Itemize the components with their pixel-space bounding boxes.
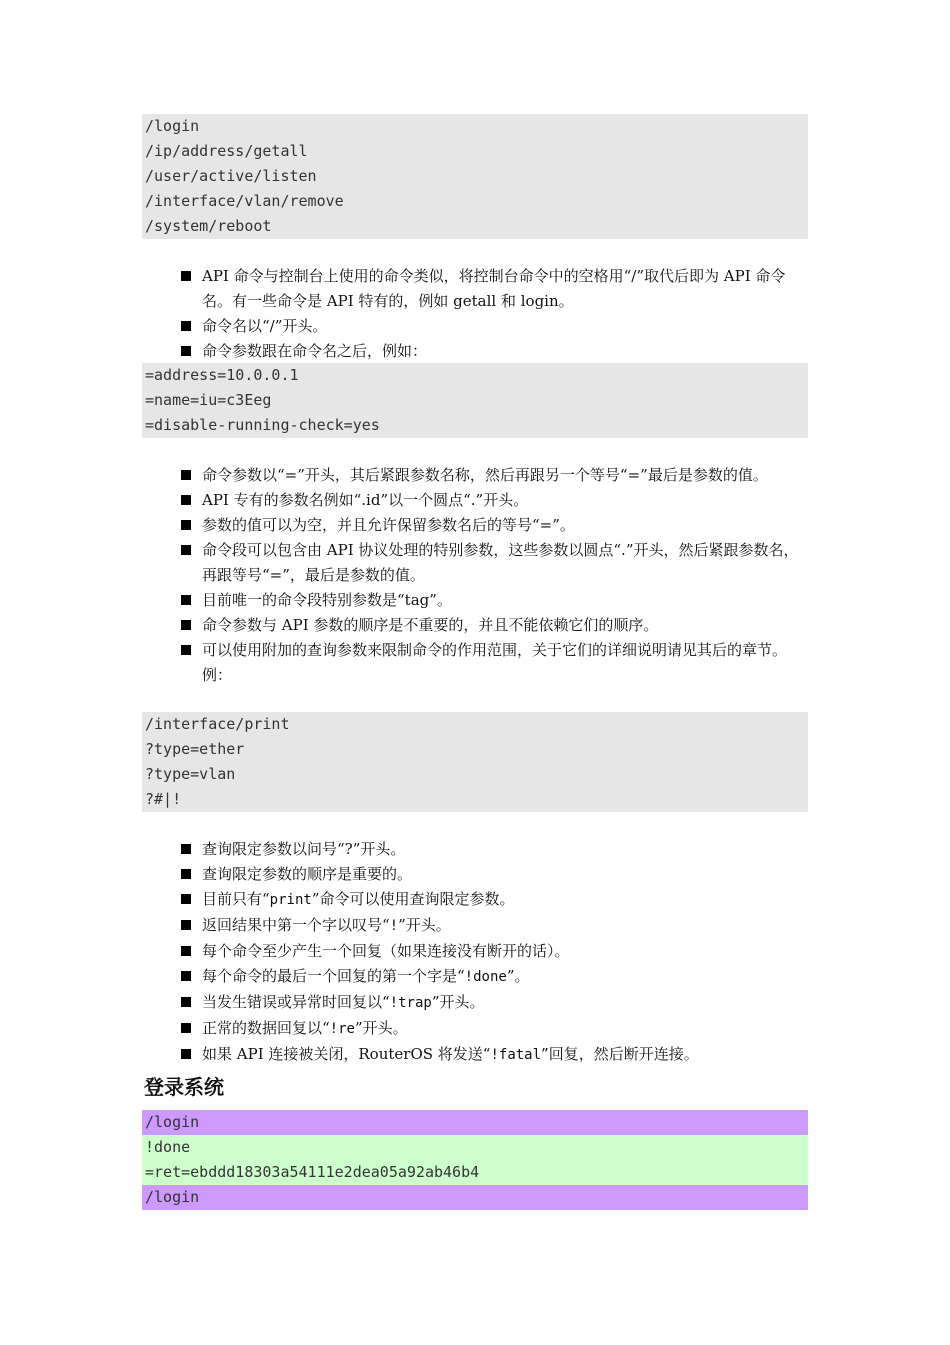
list-item-text-after: ”开头。 bbox=[398, 916, 451, 934]
code-line: /system/reboot bbox=[145, 217, 272, 235]
list-item-text-before: 返回结果中第一个字以叹号“ bbox=[202, 916, 390, 934]
code-line: =address=10.0.0.1 bbox=[145, 366, 299, 384]
list-item bbox=[180, 638, 808, 688]
inline-code: !re bbox=[329, 1021, 355, 1037]
list-item bbox=[180, 339, 808, 364]
response-line: =ret=ebddd18303a54111e2dea05a92ab46b4 bbox=[142, 1160, 808, 1185]
list-item-text-after: ”。 bbox=[506, 967, 530, 985]
square-bullet-icon bbox=[181, 271, 191, 281]
list-item-text: 每个命令至少产生一个回复（如果连接没有断开的话）。 bbox=[202, 942, 570, 960]
square-bullet-icon bbox=[181, 545, 191, 555]
list-item bbox=[180, 314, 808, 339]
section-heading-login: 登录系统 bbox=[144, 1075, 224, 1099]
list-item bbox=[180, 1042, 808, 1068]
square-bullet-icon bbox=[181, 470, 191, 480]
code-line: ?type=ether bbox=[145, 740, 245, 758]
code-line: ?#|! bbox=[145, 790, 182, 808]
code-line: =name=iu=c3Eeg bbox=[145, 391, 272, 409]
list-item bbox=[180, 913, 808, 939]
bullet-list-parameters bbox=[180, 463, 808, 688]
list-item-text: 命令段可以包含由 API 协议处理的特别参数，这些参数以圆点“.”开头，然后紧跟参数名，再跟等号“=”，最后是参数的值。 bbox=[202, 541, 799, 584]
code-block-commands bbox=[142, 114, 808, 239]
list-item bbox=[180, 990, 808, 1016]
list-item bbox=[180, 513, 808, 538]
square-bullet-icon bbox=[181, 971, 191, 981]
list-item-text-after: ”开头。 bbox=[431, 993, 485, 1011]
list-item-text-before: 每个命令的最后一个回复的第一个字是“ bbox=[202, 967, 465, 985]
code-block-parameters bbox=[142, 363, 808, 438]
code-line: /interface/vlan/remove bbox=[145, 192, 344, 210]
list-item bbox=[180, 538, 808, 588]
code-line: /interface/print bbox=[145, 715, 290, 733]
list-item bbox=[180, 1016, 808, 1042]
list-item-text-after: ”命令可以使用查询限定参数。 bbox=[311, 890, 515, 908]
list-item-text: 可以使用附加的查询参数来限制命令的作用范围，关于它们的详细说明请见其后的章节。例： bbox=[202, 641, 788, 684]
code-line: /user/active/listen bbox=[145, 167, 317, 185]
square-bullet-icon bbox=[181, 844, 191, 854]
square-bullet-icon bbox=[181, 894, 191, 904]
list-item-text: 命令参数以“=”开头，其后紧跟参数名称，然后再跟另一个等号“=”最后是参数的值。 bbox=[202, 466, 768, 484]
square-bullet-icon bbox=[181, 645, 191, 655]
square-bullet-icon bbox=[181, 920, 191, 930]
square-bullet-icon bbox=[181, 1049, 191, 1059]
list-item-text: 命令参数跟在命令名之后，例如： bbox=[202, 342, 428, 360]
list-item bbox=[180, 862, 808, 887]
code-line: /login bbox=[145, 117, 200, 135]
bullet-list-commands bbox=[180, 264, 808, 364]
inline-code: !trap bbox=[389, 995, 432, 1011]
list-item bbox=[180, 264, 808, 314]
square-bullet-icon bbox=[181, 321, 191, 331]
list-item-text: 命令参数与 API 参数的顺序是不重要的，并且不能依赖它们的顺序。 bbox=[202, 616, 659, 634]
list-item-text: 参数的值可以为空，并且允许保留参数名后的等号“=”。 bbox=[202, 516, 575, 534]
inline-code: !done bbox=[464, 969, 507, 985]
square-bullet-icon bbox=[181, 946, 191, 956]
list-item bbox=[180, 463, 808, 488]
list-item-text-after: ”回复，然后断开连接。 bbox=[541, 1045, 699, 1063]
list-item-text-before: 目前只有“ bbox=[202, 890, 270, 908]
code-block-login-exchange bbox=[142, 1110, 808, 1210]
list-item bbox=[180, 613, 808, 638]
list-item-text: 查询限定参数的顺序是重要的。 bbox=[202, 865, 413, 883]
list-item-text: API 命令与控制台上使用的命令类似，将控制台命令中的空格用“/”取代后即为 API 命令名。有一些命令是 API 特有的，例如 getall 和 login。 bbox=[202, 267, 786, 310]
square-bullet-icon bbox=[181, 997, 191, 1007]
square-bullet-icon bbox=[181, 620, 191, 630]
list-item bbox=[180, 488, 808, 513]
list-item-text-before: 正常的数据回复以“ bbox=[202, 1019, 330, 1037]
code-block-query bbox=[142, 712, 808, 812]
square-bullet-icon bbox=[181, 595, 191, 605]
response-line: !done bbox=[142, 1135, 808, 1160]
bullet-list-replies bbox=[180, 837, 808, 1068]
square-bullet-icon bbox=[181, 520, 191, 530]
list-item-text: 目前唯一的命令段特别参数是“tag”。 bbox=[202, 591, 452, 609]
list-item bbox=[180, 939, 808, 964]
code-line: /ip/address/getall bbox=[145, 142, 308, 160]
list-item bbox=[180, 887, 808, 913]
list-item-text-before: 当发生错误或异常时回复以“ bbox=[202, 993, 390, 1011]
list-item-text-before: 如果 API 连接被关闭，RouterOS 将发送“ bbox=[202, 1045, 491, 1063]
list-item-text-after: ”开头。 bbox=[354, 1019, 408, 1037]
square-bullet-icon bbox=[181, 495, 191, 505]
list-item bbox=[180, 837, 808, 862]
square-bullet-icon bbox=[181, 869, 191, 879]
list-item bbox=[180, 964, 808, 990]
list-item-text: API 专有的参数名例如“.id”以一个圆点“.”开头。 bbox=[202, 491, 529, 509]
code-line: ?type=vlan bbox=[145, 765, 236, 783]
square-bullet-icon bbox=[181, 1023, 191, 1033]
inline-code: print bbox=[269, 892, 312, 908]
inline-code: ! bbox=[389, 918, 399, 934]
inline-code: !fatal bbox=[490, 1047, 542, 1063]
list-item bbox=[180, 588, 808, 613]
request-line: /login bbox=[142, 1110, 808, 1135]
code-line: =disable-running-check=yes bbox=[145, 416, 380, 434]
request-line: /login bbox=[142, 1185, 808, 1210]
list-item-text: 查询限定参数以问号“?”开头。 bbox=[202, 840, 406, 858]
list-item-text: 命令名以“/”开头。 bbox=[202, 317, 328, 335]
square-bullet-icon bbox=[181, 346, 191, 356]
